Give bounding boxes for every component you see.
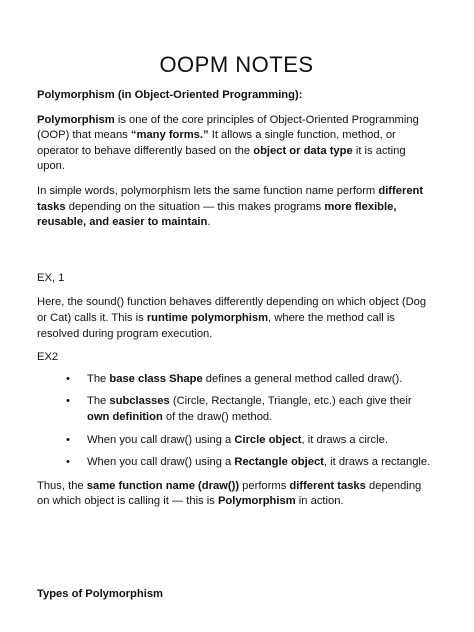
bold-term: Rectangle object (234, 456, 324, 469)
bold-term: subclasses (109, 395, 170, 408)
document-title: OOPM NOTES (159, 52, 314, 77)
bold-term: “many forms.” (130, 129, 209, 142)
bullet-icon: • (66, 395, 70, 408)
paragraph-simple-words (37, 184, 436, 231)
bullet-icon: • (66, 433, 70, 446)
text-run: depending on which object is calling it — this is (37, 479, 422, 508)
text-run: in action. (295, 495, 344, 508)
text-run: , where the method call is resolved during program execution. (37, 311, 395, 340)
text-run: The (87, 372, 110, 385)
bullet-icon: • (66, 372, 70, 385)
list-item (66, 372, 436, 388)
list-item (66, 394, 436, 425)
text-run: depending on the situation — this makes programs (65, 200, 325, 213)
bold-term: Polymorphism (217, 495, 296, 508)
heading-text: Types of Polymorphism (37, 587, 163, 600)
text-run: performs (239, 479, 290, 492)
bold-term: Circle object (234, 433, 302, 446)
heading-text: Polymorphism (in Object-Oriented Programming): (37, 89, 303, 101)
bold-term: different tasks (37, 184, 424, 213)
text-run: It allows a single function, method, or operator to behave differently based on the (37, 129, 396, 157)
text-run: Thus, the (37, 479, 87, 492)
example-1-label: EX, 1 (37, 271, 65, 284)
bullet-icon: • (66, 456, 70, 469)
bold-term: runtime polymorphism (146, 311, 269, 324)
text-run: . (207, 216, 211, 229)
paragraph-definition (37, 113, 436, 175)
text-run: it is acting upon. (37, 144, 406, 173)
text-run: , it draws a circle. (301, 433, 388, 446)
list-item (66, 455, 436, 471)
text-run: is one of the core principles of Object-Oriented Programming (OOP) that means (37, 113, 419, 142)
text-run: defines a general method called draw(). (202, 372, 403, 385)
list-item (66, 433, 436, 449)
paragraph-conclusion (37, 479, 436, 510)
text-run: When you call draw() using a (87, 433, 235, 446)
example-2-label: EX2 (37, 351, 59, 364)
bold-term: object or data type (253, 144, 353, 157)
section-heading-polymorphism (37, 88, 436, 104)
bold-term: own definition (87, 410, 163, 423)
paragraph-runtime (37, 295, 436, 342)
text-run: Here, the sound() function behaves differently depending on which object (Dog or Cat) calls it. This is (37, 296, 427, 324)
text-run: The (87, 395, 110, 408)
bold-term: Polymorphism (37, 113, 115, 126)
bold-term: different tasks (289, 479, 366, 492)
text-run: In simple words, polymorphism lets the same function name perform (37, 184, 379, 197)
text-run: (Circle, Rectangle, Triangle, etc.) each give their (169, 395, 412, 408)
text-run: When you call draw() using a (87, 456, 235, 469)
text-run: , it draws a rectangle. (323, 456, 431, 469)
section-heading-types (37, 587, 436, 603)
bold-term: same function name (draw()) (86, 479, 240, 492)
bold-term: base class Shape (109, 372, 203, 385)
bullet-list (37, 372, 436, 471)
text-run: of the draw() method. (162, 410, 273, 423)
bold-term: more flexible, reusable, and easier to maintain (37, 200, 397, 229)
